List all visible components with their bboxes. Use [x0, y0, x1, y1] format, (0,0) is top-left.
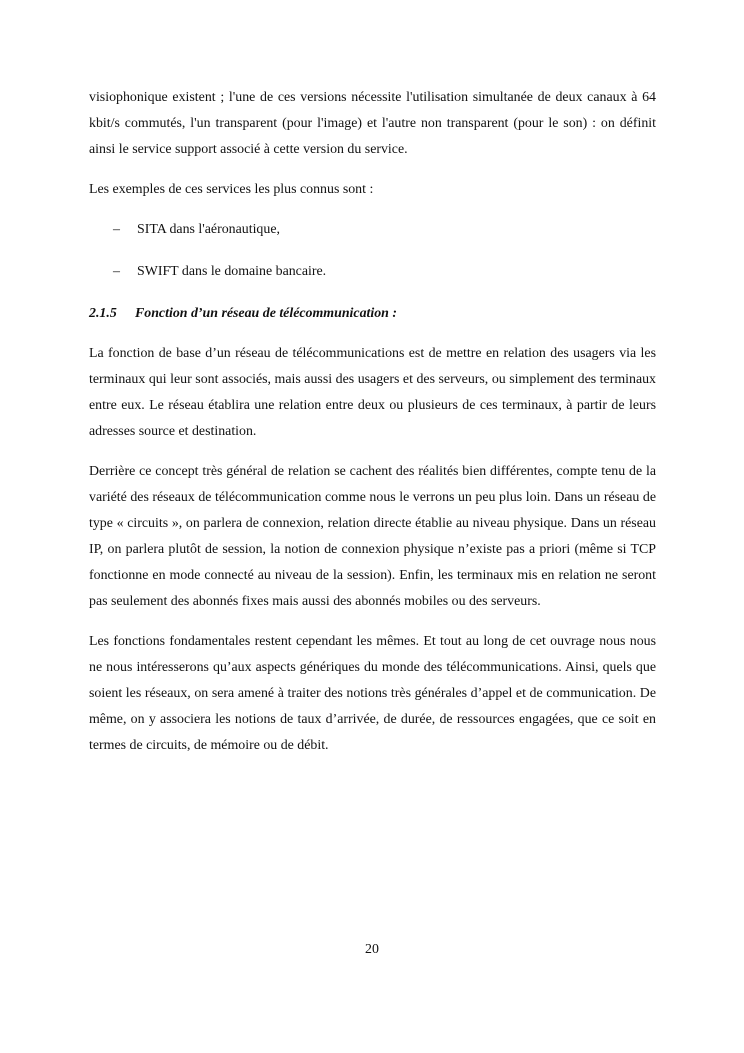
list-item-text: SWIFT dans le domaine bancaire. — [137, 264, 327, 279]
services-list — [89, 217, 656, 285]
paragraph-fundamental-functions: Les fonctions fondamentales restent cependant les mêmes. Et tout au long de cet ouvrage nous nous ne nous intéresserons qu’aux aspects génériques du monde des télécommunications. Ainsi, quels que soient les réseaux, on sera amené à traiter des notions très générales d’appel et de communication. De même, on y associera les notions de taux d’arrivée, de durée, de ressources engagées, que ce soit en termes de circuits, de mémoire ou de débit. — [89, 634, 656, 753]
section-title: Fonction d’un réseau de télécommunication : — [135, 306, 398, 321]
section-heading — [89, 301, 656, 327]
list-item-text: SITA dans l'aéronautique, — [137, 222, 280, 237]
list-item — [89, 259, 656, 285]
dash-bullet: – — [113, 222, 120, 237]
paragraph-continuation: visiophonique existent ; l'une de ces versions nécessite l'utilisation simultanée de deux canaux à 64 kbit/s commutés, l'un transparent (pour l'image) et l'autre non transparent (pour le son) : on définit ainsi le service support associé à cette version du service. — [89, 90, 656, 157]
paragraph-base-function: La fonction de base d’un réseau de télécommunications est de mettre en relation des usagers via les terminaux qui leur sont associés, mais aussi des usagers et des serveurs, ou simplement des terminaux entre eux. Le réseau établira une relation entre deux ou plusieurs de ces terminaux, à partir de leurs adresses source et destination. — [89, 346, 656, 439]
list-item — [89, 217, 656, 243]
section-number: 2.1.5 — [89, 306, 117, 321]
document-page — [89, 85, 656, 773]
page-number: 20 — [365, 942, 379, 957]
paragraph-relation-concept: Derrière ce concept très général de relation se cachent des réalités bien différentes, compte tenu de la variété des réseaux de télécommunication comme nous le verrons un peu plus loin. Dans un réseau de type « circuits », on parlera de connexion, relation directe établie au niveau physique. Dans un réseau IP, on parlera plutôt de session, la notion de connexion physique n’existe pas a priori (même si TCP fonctionne en mode connecté au niveau de la session). Enfin, les terminaux mis en relation ne seront pas seulement des abonnés fixes mais aussi des abonnés mobiles ou des serveurs. — [89, 464, 656, 609]
paragraph-examples-intro: Les exemples de ces services les plus connus sont : — [89, 182, 374, 197]
dash-bullet: – — [113, 264, 120, 279]
